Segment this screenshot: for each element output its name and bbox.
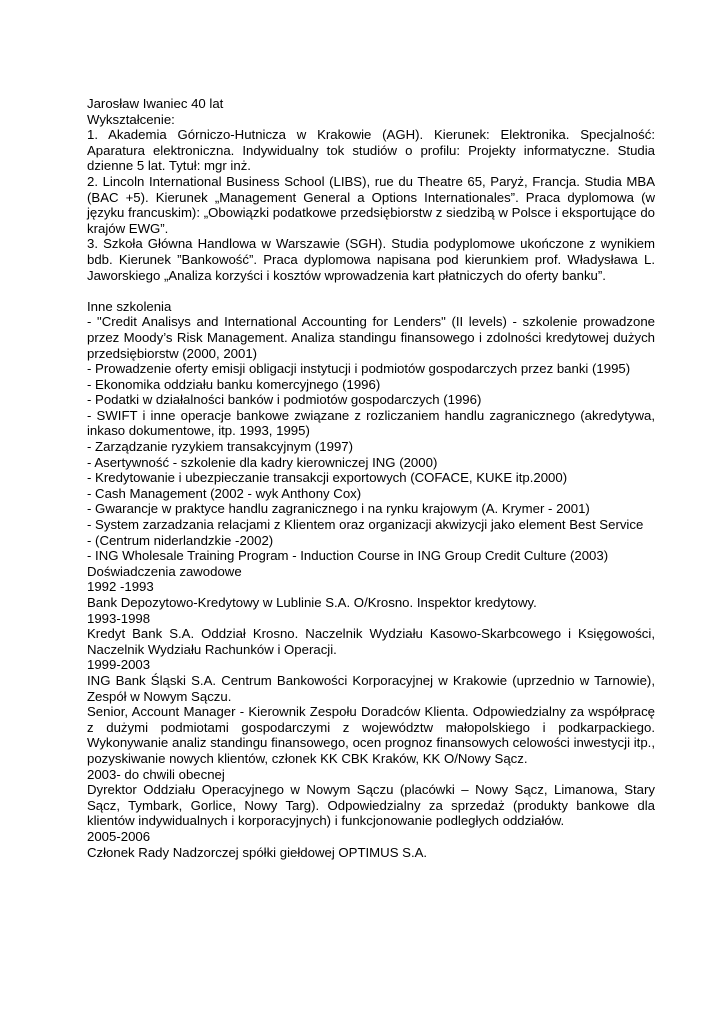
education-item: 3. Szkoła Główna Handlowa w Warszawie (SGH). Studia podyplomowe ukończone z wynikiem bdb. Kierunek ”Bankowość”. Praca dyplomowa napisana pod kierunkiem prof. Władysława L. Jaworskiego „Analiza korzyści i kosztów wprowadzenia kart płatniczych do oferty banku”. — [87, 236, 655, 283]
training-item: - Asertywność - szkolenie dla kadry kierowniczej ING (2000) — [87, 454, 438, 470]
experience-description: Bank Depozytowo-Kredytowy w Lublinie S.A. O/Krosno. Inspektor kredytowy. — [87, 595, 537, 610]
training-item: - ING Wholesale Training Program - Induction Course in ING Group Credit Culture (2003) — [87, 548, 609, 564]
experience-period: 1993-1998 — [87, 610, 151, 626]
education-item: 1. Akademia Górniczo-Hutnicza w Krakowie (AGH). Kierunek: Elektronika. Specjalność: Aparatura elektroniczna. Indywidualny tok studiów o profilu: Projekty informatyczne. Studia dzienne 5 lat. Tytuł: mgr inż. — [87, 127, 655, 174]
training-item: - Prowadzenie oferty emisji obligacji instytucji i podmiotów gospodarczych przez banki (1995) — [87, 361, 631, 377]
training-item: - Kredytowanie i ubezpieczanie transakcji exportowych (COFACE, KUKE itp.2000) — [87, 470, 568, 486]
training-item: - Zarządzanie ryzykiem transakcyjnym (1997) — [87, 439, 354, 455]
training-item: - Cash Management (2002 - wyk Anthony Cox) — [87, 485, 362, 501]
cv-document — [87, 96, 655, 860]
experience-description: Kredyt Bank S.A. Oddział Krosno. Naczelnik Wydziału Kasowo-Skarbcowego i Księgowości, Naczelnik Wydziału Rachunków i Operacji. — [87, 626, 655, 657]
education-heading: Wykształcenie: — [87, 111, 175, 127]
training-item: - "Credit Analisys and International Accounting for Lenders" (II levels) - szkolenie prowadzone przez Moody’s Risk Management. Analiza standingu finansowego i zdolności kredytowej dużych przedsiębiorstw (2000, 2001) — [87, 314, 655, 361]
experience-heading: Doświadczenia zawodowe — [87, 563, 242, 579]
experience-period: 1992 -1993 — [87, 579, 154, 595]
spacer — [87, 283, 655, 299]
experience-description: Dyrektor Oddziału Operacyjnego w Nowym Sączu (placówki – Nowy Sącz, Limanowa, Stary Sącz, Tymbark, Gorlice, Nowy Targ). Odpowiedzialny za sprzedaż (produkty bankowe dla klientów indywidualnych i korporacyjnych) i funkcjonowanie podległych oddziałów. — [87, 782, 655, 829]
name-age: Jarosław Iwaniec 40 lat — [87, 96, 224, 111]
experience-period: 2003- do chwili obecnej — [87, 766, 225, 782]
training-item: - Ekonomika oddziału banku komercyjnego (1996) — [87, 376, 381, 392]
training-heading: Inne szkolenia — [87, 298, 172, 314]
training-item: - Podatki w działalności banków i podmiotów gospodarczych (1996) — [87, 392, 482, 408]
education-item: 2. Lincoln International Business School (LIBS), rue du Theatre 65, Paryż, Francja. Studia MBA (BAC +5). Kierunek „Management General a Options Internationales”. Praca dyplomowa (w języku francuskim): „Obowiązki podatkowe przedsiębiorstw z siedzibą w Polsce i eksportujące do krajów EWG”. — [87, 173, 655, 236]
training-item: - Gwarancje w praktyce handlu zagranicznego i na rynku krajowym (A. Krymer - 2001) — [87, 501, 590, 517]
training-item: - SWIFT i inne operacje bankowe związane z rozliczaniem handlu zagranicznego (akredytywa, inkaso dokumentowe, itp. 1993, 1995) — [87, 407, 655, 439]
training-item: - (Centrum niderlandzkie -2002) — [87, 532, 274, 548]
experience-description: Członek Rady Nadzorczej spółki giełdowej OPTIMUS S.A. — [87, 844, 428, 860]
training-item: - System zarzadzania relacjami z Klientem oraz organizacji akwizycji jako element Best Service — [87, 517, 644, 533]
experience-description: ING Bank Śląski S.A. Centrum Bankowości Korporacyjnej w Krakowie (uprzednio w Tarnowie), Zespół w Nowym Sączu. — [87, 672, 655, 704]
experience-period: 2005-2006 — [87, 828, 151, 844]
experience-period: 1999-2003 — [87, 657, 151, 673]
experience-description: Senior, Account Manager - Kierownik Zespołu Doradców Klienta. Odpowiedzialny za współpracę z dużymi podmiotami gospodarczymi z województw małopolskiego i podkarpackiego. Wykonywanie analiz standingu finansowego, ocen prognoz finansowych celowości inwestycji itp., pozyskiwanie nowych klientów, członek KK CBK Kraków, KK O/Nowy Sącz. — [87, 704, 655, 766]
